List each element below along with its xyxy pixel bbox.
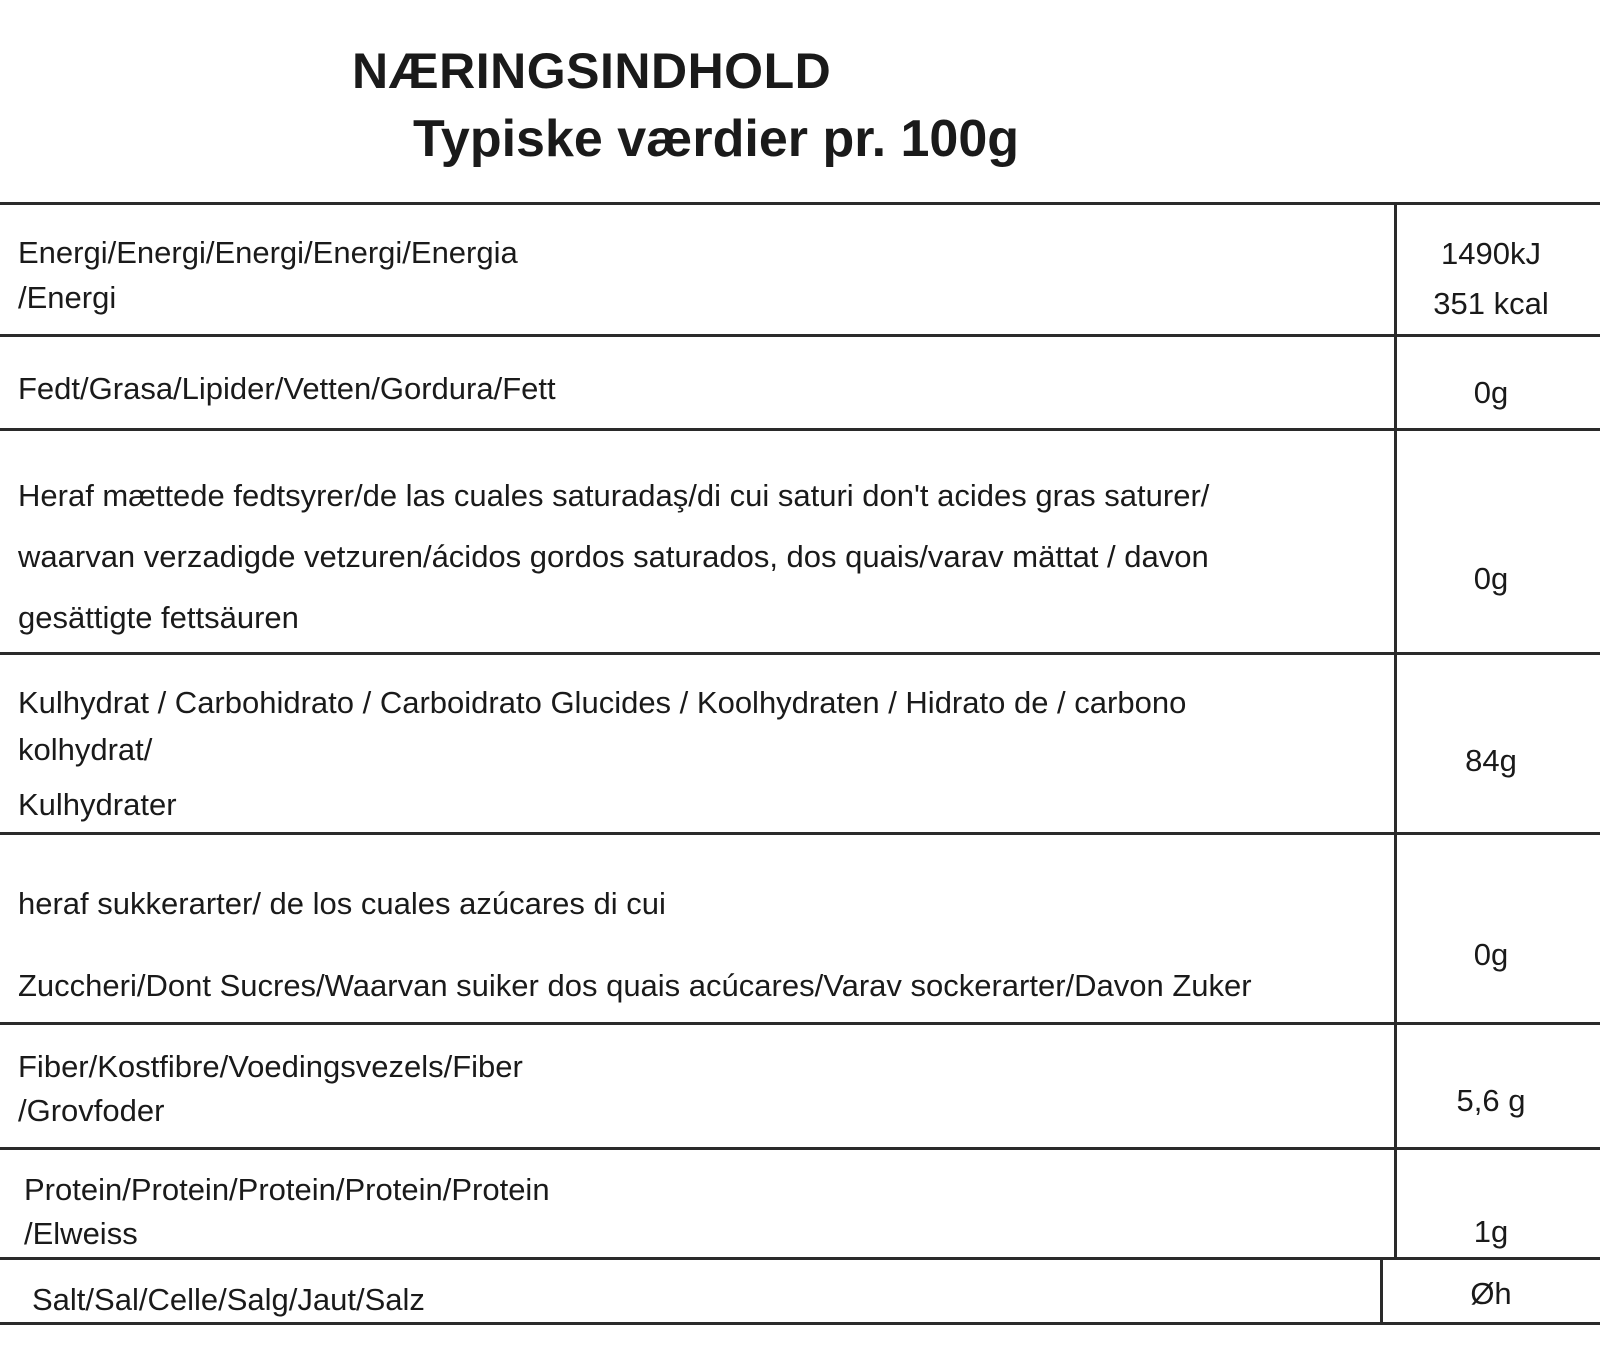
table-row-energy bbox=[0, 202, 1600, 334]
table-row-carbohydrate bbox=[0, 652, 1600, 832]
nutrient-label bbox=[18, 863, 1368, 1027]
label-line: Protein/Protein/Protein/Protein/Protein bbox=[24, 1172, 550, 1207]
nutrient-value bbox=[1396, 935, 1586, 975]
value-line: 1g bbox=[1473, 1214, 1509, 1249]
table-row-sugars bbox=[0, 832, 1600, 1022]
nutrient-label bbox=[18, 679, 1368, 828]
nutrient-label bbox=[18, 367, 1368, 412]
table-row-saturated-fat bbox=[0, 428, 1600, 652]
nutrient-label bbox=[18, 231, 1368, 321]
label-line: Salt/Sal/Celle/Salg/Jaut/Salz bbox=[32, 1282, 425, 1317]
nutrient-label bbox=[18, 465, 1368, 648]
label-line: Heraf mættede fedtsyrer/de las cuales saturadaş/di cui saturi don't acides gras saturer/ bbox=[18, 478, 1210, 513]
table-row-protein bbox=[0, 1147, 1600, 1257]
table-row-salt bbox=[0, 1257, 1600, 1325]
label-line: kolhydrat/ bbox=[18, 732, 153, 767]
column-divider bbox=[1394, 835, 1397, 1022]
value-line: 0g bbox=[1473, 937, 1509, 972]
label-line: Kulhydrat / Carbohidrato / Carboidrato Glucides / Koolhydraten / Hidrato de / carbono bbox=[18, 685, 1187, 720]
value-line: Øh bbox=[1470, 1276, 1512, 1311]
table-row-fat bbox=[0, 334, 1600, 428]
label-line: waarvan verzadigde vetzuren/ácidos gordos saturados, dos quais/varav mättat / davon bbox=[18, 539, 1209, 574]
nutrient-value bbox=[1396, 559, 1586, 599]
table-row-fiber bbox=[0, 1022, 1600, 1147]
label-line: Fedt/Grasa/Lipider/Vetten/Gordura/Fett bbox=[18, 371, 556, 406]
nutrient-label bbox=[24, 1168, 1374, 1256]
value-line: 0g bbox=[1473, 561, 1509, 596]
label-line: heraf sukkerarter/ de los cuales azúcares di cui bbox=[18, 886, 666, 921]
value-line: 5,6 g bbox=[1456, 1083, 1526, 1118]
nutrient-value bbox=[1396, 373, 1586, 413]
label-line: Energi/Energi/Energi/Energi/Energia bbox=[18, 235, 518, 270]
value-line: 351 kcal bbox=[1433, 285, 1549, 321]
nutrient-value bbox=[1396, 1081, 1586, 1121]
nutrient-label bbox=[18, 1045, 1368, 1133]
label-line: Fiber/Kostfibre/Voedingsvezels/Fiber bbox=[18, 1049, 523, 1084]
label-line: Kulhydrater bbox=[18, 787, 177, 822]
value-line: 0g bbox=[1473, 375, 1509, 410]
label-line: /Energi bbox=[18, 279, 117, 315]
page-title: NÆRINGSINDHOLD bbox=[352, 43, 832, 99]
label-line: /Grovfoder bbox=[18, 1093, 165, 1128]
label-line: gesättigte fettsäuren bbox=[18, 600, 299, 635]
column-divider bbox=[1394, 431, 1397, 652]
page-subtitle: Typiske værdier pr. 100g bbox=[413, 110, 1019, 168]
nutrient-value bbox=[1396, 741, 1586, 781]
value-line: 84g bbox=[1465, 743, 1517, 778]
nutrient-label bbox=[32, 1278, 1382, 1323]
label-heading bbox=[0, 0, 1600, 200]
label-line: /Elweiss bbox=[24, 1216, 138, 1251]
nutrient-value bbox=[1396, 1274, 1586, 1314]
nutrient-value bbox=[1396, 229, 1586, 328]
nutrient-value bbox=[1396, 1212, 1586, 1252]
value-line: 1490kJ bbox=[1441, 236, 1541, 271]
label-line: Zuccheri/Dont Sucres/Waarvan suiker dos quais acúcares/Varav sockerarter/Davon Zuker bbox=[18, 968, 1252, 1003]
